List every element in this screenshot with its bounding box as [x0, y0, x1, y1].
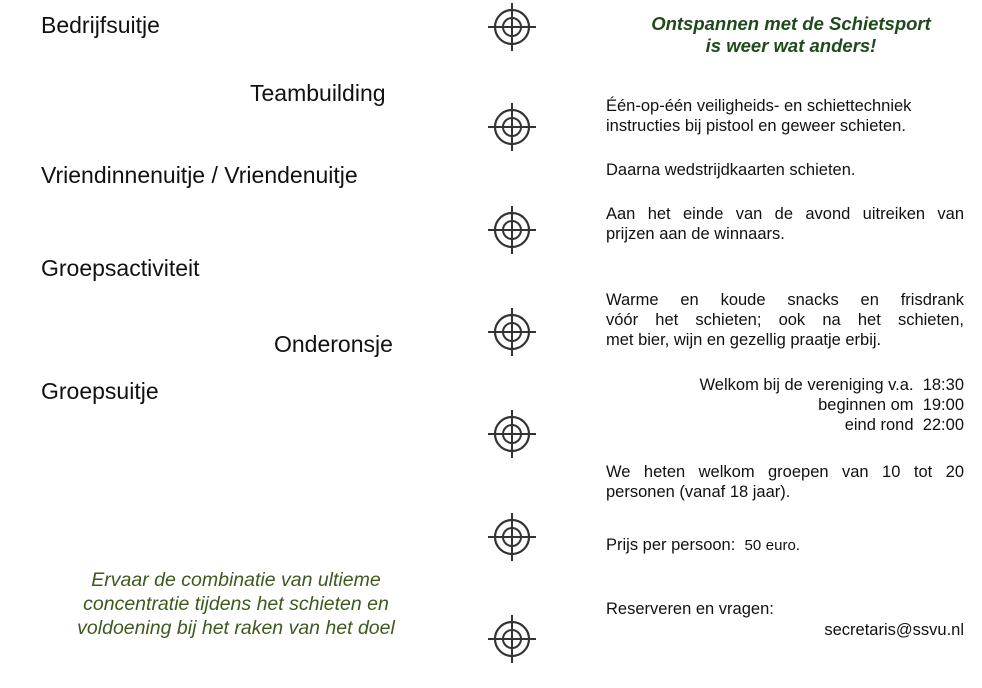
crosshair-icon: [485, 203, 539, 257]
schedule-time: 22:00: [922, 416, 964, 434]
slogan-line: concentratie tijdens het schieten en: [83, 593, 389, 615]
groups-text: [606, 462, 964, 502]
groups-line: We heten welkom groepen van 10 tot 20: [606, 463, 964, 481]
schedule-time: 19:00: [922, 396, 964, 414]
crosshair-icon: [485, 510, 539, 564]
price-value: 50: [744, 537, 762, 554]
schedule-row: [606, 415, 964, 435]
price-text: [606, 535, 964, 556]
headline-line: Ontspannen met de Schietsport: [651, 13, 931, 34]
activity-vriendenuitje: Vriendinnenuitje / Vriendenuitje: [41, 162, 358, 188]
schedule: [606, 375, 964, 435]
activity-onderonsje: Onderonsje: [274, 331, 393, 357]
snacks-line: met bier, wijn en gezellig praatje erbij.: [606, 331, 882, 349]
schedule-label: Welkom bij de vereniging v.a.: [699, 376, 914, 394]
activity-groepsuitje: Groepsuitje: [41, 378, 159, 404]
schedule-label: beginnen om: [818, 396, 914, 414]
schedule-label: eind rond: [844, 416, 914, 434]
snacks-line: Warme en koude snacks en frisdrank: [606, 291, 964, 309]
activity-bedrijfsuitje: Bedrijfsuitje: [41, 12, 160, 38]
prizes-text: [606, 204, 964, 244]
headline-line: is weer wat anders!: [705, 35, 877, 56]
crosshair-icon: [485, 305, 539, 359]
crosshair-icon: [485, 407, 539, 461]
slogan-line: Ervaar de combinatie van ultieme: [91, 569, 381, 591]
schedule-row: [606, 395, 964, 415]
prizes-line: prijzen aan de winnaars.: [606, 225, 785, 243]
cards-text: Daarna wedstrijdkaarten schieten.: [606, 161, 856, 179]
instructions-line: instructies bij pistool en geweer schieten.: [606, 117, 906, 135]
crosshair-icon: [485, 612, 539, 666]
instructions-text: [606, 96, 964, 136]
activity-groepsactiviteit: Groepsactiviteit: [41, 255, 200, 281]
crosshair-icon: [485, 100, 539, 154]
schedule-row: [606, 375, 964, 395]
price-unit: euro.: [765, 537, 800, 554]
snacks-line: vóór het schieten; ook na het schieten,: [606, 311, 964, 329]
crosshair-icon: [485, 0, 539, 54]
prizes-line: Aan het einde van de avond uitreiken van: [606, 205, 964, 223]
schedule-time: 18:30: [922, 376, 964, 394]
headline: [610, 13, 972, 57]
activity-teambuilding: Teambuilding: [250, 80, 386, 106]
snacks-text: [606, 290, 964, 350]
contact-label: Reserveren en vragen:: [606, 600, 774, 618]
price-label: Prijs per persoon:: [606, 536, 736, 554]
groups-line: personen (vanaf 18 jaar).: [606, 483, 791, 501]
slogan: [36, 568, 436, 640]
contact-email[interactable]: secretaris@ssvu.nl: [824, 621, 964, 639]
instructions-line: Één-op-één veiligheids- en schiettechniek: [606, 97, 912, 115]
slogan-line: voldoening bij het raken van het doel: [77, 617, 395, 639]
